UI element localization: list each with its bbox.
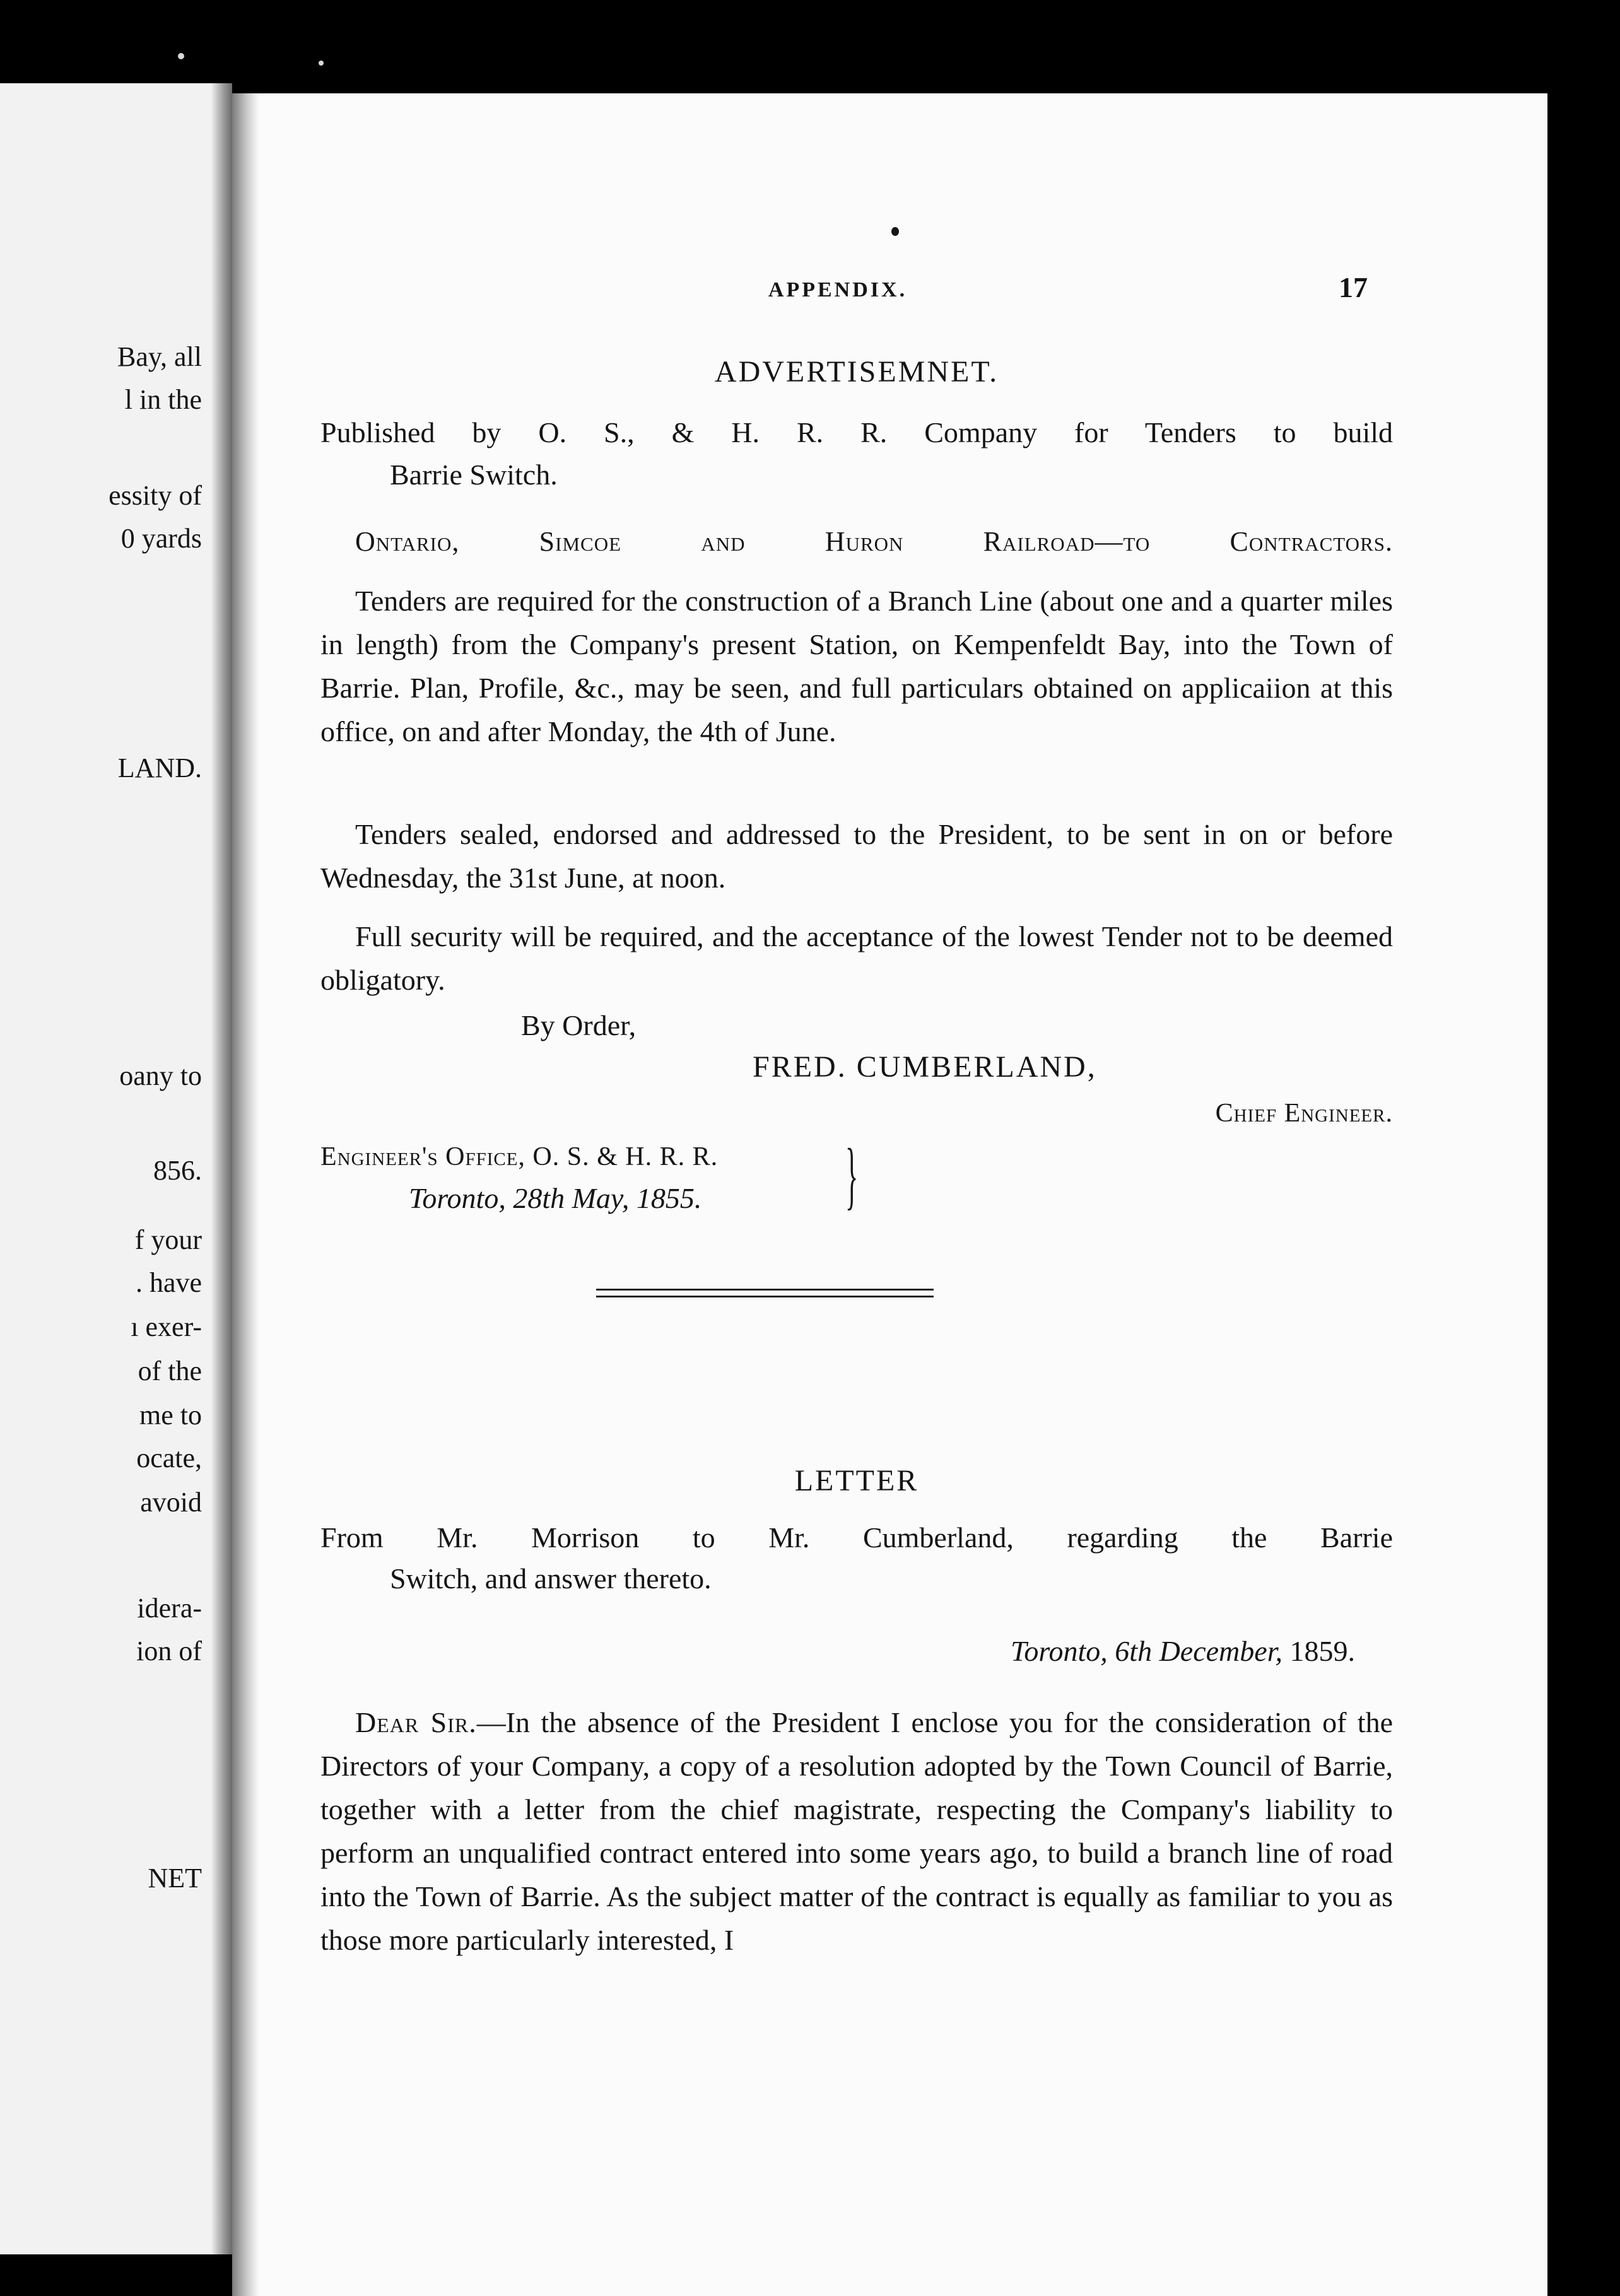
office-line: Engineer's Office, O. S. & H. R. R. [320, 1142, 719, 1171]
page-17 [232, 93, 1547, 2296]
letter-subtitle-line1: From Mr. Morrison to Mr. Cumberland, regarding the Barrie [320, 1521, 1393, 1554]
left-page-fragment: me to [139, 1400, 202, 1431]
left-page-fragment: idera- [137, 1593, 202, 1624]
page-content [320, 93, 1469, 2296]
separator-rule [596, 1289, 934, 1291]
letter-subtitle-line2: Switch, and answer thereto. [390, 1562, 712, 1595]
dateline-year: 1859. [1289, 1635, 1355, 1667]
ornament-dot [891, 227, 899, 236]
letter-body-text: —In the absence of the President I enclose you for the consideration of the Directors of your Company, a copy of a resolution adopted by the Town Council of Barrie, together with a letter from the chief magistrate, respecting the Company's liability to perform an unqualified contract entered into some years ago, to build a branch line of road into the Town of Barrie. As the subject matter of the contract is equally as familiar to you as those more particularly interested, I [320, 1706, 1393, 1956]
scan-speck [178, 53, 184, 59]
left-page-fragment: of the [138, 1356, 202, 1386]
letter-body [320, 1701, 1393, 1962]
left-page-fragment: 856. [153, 1155, 202, 1186]
left-page-fragment: l in the [124, 384, 202, 415]
right-page-gutter-shadow [232, 93, 259, 2296]
right-brace-glyph: } [845, 1133, 859, 1217]
scan-speck [319, 61, 324, 66]
advertisement-paragraph: Tenders are required for the construction of a Branch Line (about one and a quarter miles in length) from the Company's present Station, on Kempenfeldt Bay, into the Town of Barrie. Plan, Profile, &c., may be seen, and full particulars obtained on applicaiion at this office, on and after Monday, the 4th of June. [320, 585, 1393, 747]
advertisement-paragraph: Full security will be required, and the acceptance of the lowest Tender not to be deemed obligatory. [320, 920, 1393, 996]
by-order: By Order, [521, 1009, 637, 1041]
advertisement-title: ADVERTISEMNET. [714, 355, 999, 389]
left-page-gutter-shadow [211, 83, 232, 2254]
left-page-fragment: essity of [109, 480, 202, 511]
left-page-fragment: avoid [140, 1487, 202, 1518]
left-page-fragment: Bay, all [117, 341, 202, 372]
signatory-title: Chief Engineer. [1215, 1099, 1393, 1128]
left-page-fragment: NET [148, 1863, 202, 1894]
left-page-fragment: f your [134, 1224, 202, 1255]
signatory-name: FRED. CUMBERLAND, [753, 1050, 1097, 1084]
letter-salutation: Dear Sir. [355, 1706, 477, 1738]
left-facing-page [0, 83, 232, 2254]
left-page-fragment: ion of [136, 1636, 202, 1666]
left-page-fragment: oany to [119, 1060, 202, 1091]
left-page-fragment: ocate, [136, 1443, 202, 1473]
advertisement-subtitle-line2: Barrie Switch. [390, 459, 558, 491]
advertisement-paragraph: Tenders sealed, endorsed and addressed to the President, to be sent in on or before Wednesday, the 31st June, at noon. [320, 818, 1393, 894]
place-date: Toronto, 28th May, 1855. [409, 1182, 702, 1214]
notice-heading: Ontario, Simcoe and Huron Railroad—to Contractors. [355, 526, 1393, 557]
running-head: APPENDIX. [768, 278, 908, 302]
left-page-fragment: 0 yards [120, 523, 202, 554]
page-number: 17 [1339, 271, 1368, 303]
left-page-fragment: LAND. [117, 753, 202, 783]
letter-title: LETTER [794, 1464, 919, 1497]
left-page-fragment: ı exer- [131, 1311, 202, 1342]
dateline-place: Toronto, 6th December, [1010, 1635, 1282, 1667]
advertisement-subtitle-line1: Published by O. S., & H. R. R. Company for Tenders to build [320, 416, 1393, 448]
letter-dateline [800, 1632, 1355, 1670]
left-page-fragment: . have [135, 1267, 202, 1298]
separator-rule [596, 1296, 934, 1297]
